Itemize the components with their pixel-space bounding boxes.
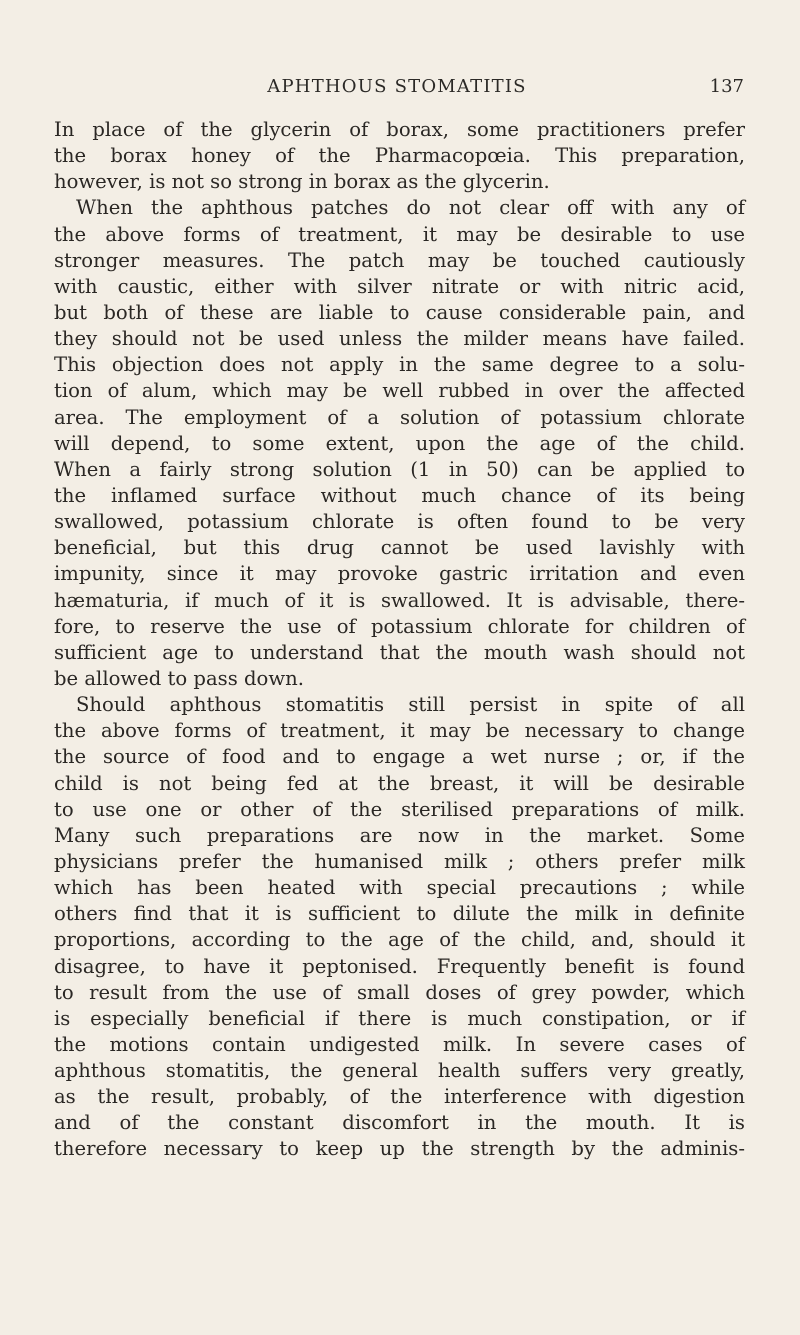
text-line: child is not being fed at the breast, it will be desirable xyxy=(54,771,745,795)
text-line: fore, to reserve the use of potassium chlorate for children of xyxy=(54,614,745,638)
text-line: sufficient age to understand that the mouth wash should not xyxy=(54,640,745,664)
text-line: others find that it is sufficient to dilute the milk in definite xyxy=(54,902,745,926)
text-line: to use one or other of the sterilised preparations of milk. xyxy=(54,797,745,821)
text-line: When the aphthous patches do not clear off with any of xyxy=(76,196,745,220)
text-line: stronger measures. The patch may be touched cautiously xyxy=(54,248,745,272)
text-line: will depend, to some extent, upon the age of the child. xyxy=(54,431,745,455)
text-line: the above forms of treatment, it may be desirable to use xyxy=(54,222,745,246)
text-line: When a fairly strong solution (1 in 50) can be applied to xyxy=(54,457,745,481)
text-line: is especially beneficial if there is much constipation, or if xyxy=(54,1006,745,1030)
text-line: to result from the use of small doses of grey powder, which xyxy=(54,980,745,1004)
text-line: the borax honey of the Pharmacopœia. This preparation, xyxy=(54,144,745,168)
text-line: In place of the glycerin of borax, some practitioners prefer xyxy=(54,118,745,141)
text-line: therefore necessary to keep up the strength by the adminis- xyxy=(54,1137,745,1161)
text-line: disagree, to have it peptonised. Frequently benefit is found xyxy=(54,954,745,978)
text-line: and of the constant discomfort in the mouth. It is xyxy=(54,1111,745,1135)
text-line: proportions, according to the age of the child, and, should it xyxy=(54,928,745,952)
text-line: physicians prefer the humanised milk ; others prefer milk xyxy=(54,849,745,873)
text-line: area. The employment of a solution of potassium chlorate xyxy=(54,405,745,429)
running-title: APHTHOUS STOMATITIS xyxy=(267,76,527,97)
text-line: impunity, since it may provoke gastric irritation and even xyxy=(54,562,745,586)
text-line: swallowed, potassium chlorate is often found to be very xyxy=(54,510,745,534)
text-line: This objection does not apply in the same degree to a solu- xyxy=(54,353,745,377)
text-line: the above forms of treatment, it may be necessary to change xyxy=(54,719,745,743)
text-line: Many such preparations are now in the market. Some xyxy=(54,823,745,847)
text-line: the inflamed surface without much chance of its being xyxy=(54,483,745,507)
page-number: 137 xyxy=(709,76,744,97)
text-line: hæmaturia, if much of it is swallowed. It is advisable, there- xyxy=(54,588,745,612)
text-line: however, is not so strong in borax as the glycerin. xyxy=(54,170,550,194)
text-line: as the result, probably, of the interference with digestion xyxy=(54,1085,745,1109)
text-line: be allowed to pass down. xyxy=(54,666,304,690)
text-line: they should not be used unless the milder means have failed. xyxy=(54,327,745,351)
running-head xyxy=(54,76,744,100)
text-line: aphthous stomatitis, the general health suffers very greatly, xyxy=(54,1059,745,1083)
text-line: tion of alum, which may be well rubbed in over the affected xyxy=(54,379,745,403)
text-line: the motions contain undigested milk. In severe cases of xyxy=(54,1032,745,1056)
text-line: the source of food and to engage a wet nurse ; or, if the xyxy=(54,745,745,769)
text-line: Should aphthous stomatitis still persist in spite of all xyxy=(76,693,745,717)
text-line: beneficial, but this drug cannot be used lavishly with xyxy=(54,536,745,560)
body-text xyxy=(54,117,745,1163)
text-line: which has been heated with special precautions ; while xyxy=(54,876,745,900)
text-line: with caustic, either with silver nitrate or with nitric acid, xyxy=(54,274,745,298)
text-line: but both of these are liable to cause considerable pain, and xyxy=(54,300,745,324)
